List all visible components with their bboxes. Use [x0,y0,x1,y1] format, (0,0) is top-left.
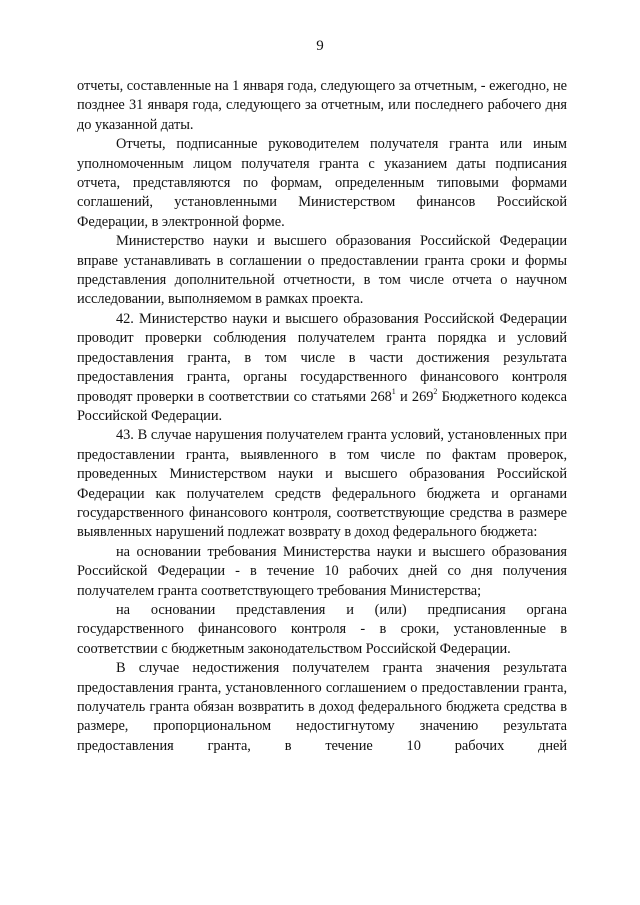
paragraph-ministry-additional-reporting: Министерство науки и высшего образования Российской Федерации вправе устанавливать в соглашении о предоставлении гранта сроки и формы представления дополнительной отчетности, в том числе отчета о научном исследовании, выполняемом в рамках проекта. [77,233,567,308]
paragraph-43-violation-refund: 43. В случае нарушения получателем гранта условий, установленных при предоставлении гранта, выявленного в том числе по фактам проверок, проведенных Министерством науки и высшего образования Российской Федерации как получателем средств федерального бюджета и органами государственного финансового контроля, соответствующие средства в размере выявленных нарушений подлежат возврату в доход федерального бюджета: [77,427,567,541]
paragraph-basis-ministry-requirement: на основании требования Министерства науки и высшего образования Российской Федерации - в течение 10 рабочих дней со дня получения получателем гранта соответствующего требования Министерства; [77,543,567,599]
footnote-superscript-2: 2 [433,386,438,396]
paragraph-reports-annual: отчеты, составленные на 1 января года, следующего за отчетным, - ежегодно, не позднее 31 января года, следующего за отчетным, или последнего рабочего дня до указанной даты. [77,78,567,133]
paragraph-reports-signed: Отчеты, подписанные руководителем получателя гранта или иным уполномоченным лицом получателя гранта с указанием даты подписания отчета, представляются по формам, определенным типовыми формами соглашений, установленными Министерством финансов Российской Федерации, в электронной форме. [77,136,567,230]
footnote-superscript-1: 1 [391,386,396,396]
page-number: 9 [316,38,324,54]
paragraph-42-text-mid: и 269 [395,388,434,405]
paragraph-42-text-after: Бюджетного кодекса Российской Федерации. [77,388,568,424]
paragraph-basis-control-body: на основании представления и (или) предписания органа государственного финансового контроля - в сроки, установленные в соответствии с бюджетным законодательством Российской Федерации. [77,601,567,657]
paragraph-42-inspections [77,310,567,426]
paragraph-non-achievement-refund: В случае недостижения получателем гранта значения результата предоставления гранта, установленного соглашением о предоставлении гранта, получатель гранта обязан возвратить в доход федерального бюджета средства в размере, пропорциональном недостигнутому значению результата предоставления гранта, в течение 10 рабочих дней [77,660,567,754]
paragraph-42-text-before: 42. Министерство науки и высшего образования Российской Федерации проводит проверки соблюдения получателем гранта порядка и условий предоставления гранта, в том числе в части достижения результата предоставления гранта, органы государственного финансового контроля проводят проверки в соответствии со статьями 268 [77,310,567,405]
document-body [77,77,567,756]
